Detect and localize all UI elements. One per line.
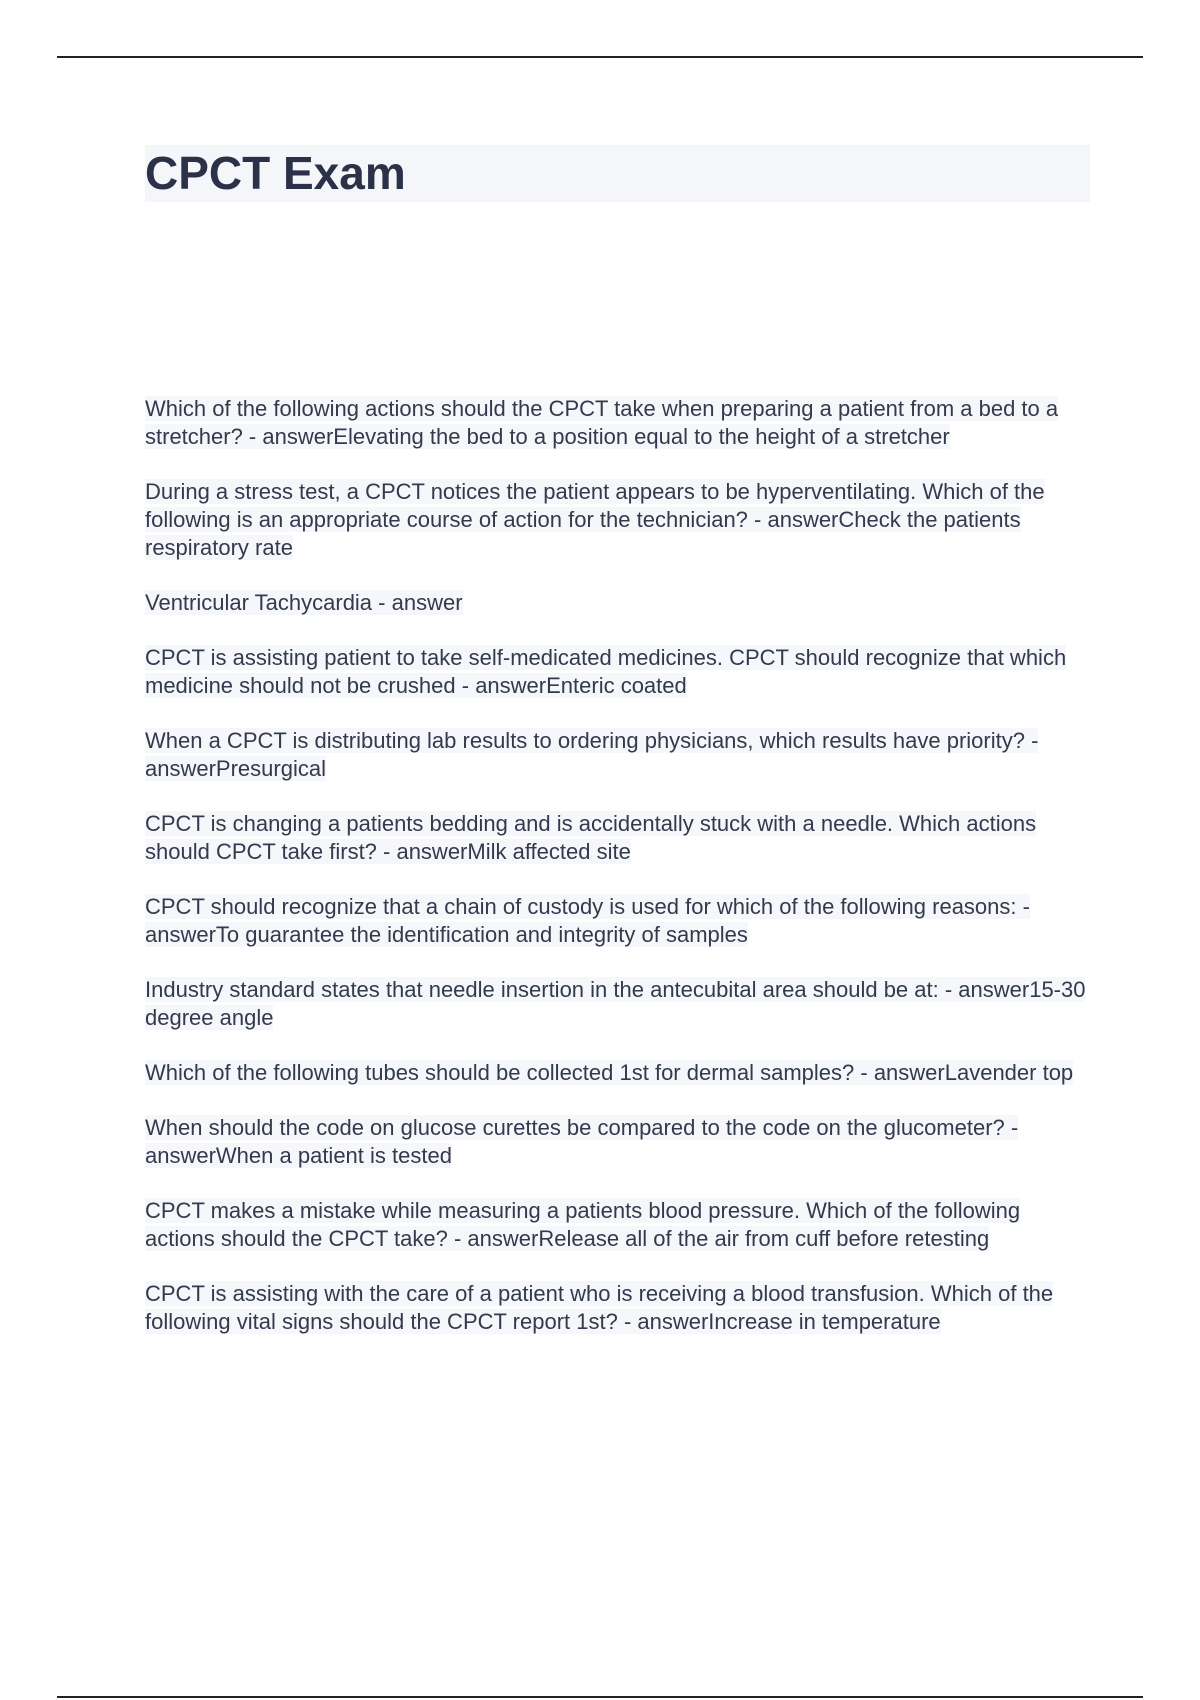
question-item xyxy=(145,810,1095,866)
question-item xyxy=(145,589,1095,617)
question-text: CPCT is changing a patients bedding and is accidentally stuck with a needle. Which actions should CPCT take first? - answerMilk affected site xyxy=(145,811,1037,864)
header-rule xyxy=(57,56,1143,58)
question-item xyxy=(145,976,1095,1032)
question-text: Which of the following tubes should be collected 1st for dermal samples? - answerLavender top xyxy=(145,1060,1074,1085)
question-list xyxy=(145,395,1095,1363)
question-text: Ventricular Tachycardia - answer xyxy=(145,590,463,615)
question-item xyxy=(145,644,1095,700)
question-text: Which of the following actions should the CPCT take when preparing a patient from a bed to a stretcher? - answerElevating the bed to a position equal to the height of a stretcher xyxy=(145,396,1059,449)
question-text: CPCT is assisting patient to take self-medicated medicines. CPCT should recognize that which medicine should not be crushed - answerEnteric coated xyxy=(145,645,1067,698)
question-text: CPCT should recognize that a chain of custody is used for which of the following reasons: - answerTo guarantee the identification and integrity of samples xyxy=(145,894,1030,947)
footer-rule xyxy=(57,1696,1143,1698)
question-item xyxy=(145,893,1095,949)
question-item xyxy=(145,395,1095,451)
question-text: CPCT is assisting with the care of a patient who is receiving a blood transfusion. Which of the following vital signs should the CPCT report 1st? - answerIncrease in temperature xyxy=(145,1281,1054,1334)
document-title: CPCT Exam xyxy=(145,147,406,199)
question-text: When a CPCT is distributing lab results to ordering physicians, which results have priority? - answerPresurgical xyxy=(145,728,1039,781)
question-text: During a stress test, a CPCT notices the patient appears to be hyperventilating. Which of the following is an appropriate course of action for the technician? - answerCheck the patients respiratory rate xyxy=(145,479,1045,560)
question-text: When should the code on glucose curettes be compared to the code on the glucometer? - answerWhen a patient is tested xyxy=(145,1115,1019,1168)
question-item xyxy=(145,1059,1095,1087)
question-item xyxy=(145,478,1095,562)
question-item xyxy=(145,1114,1095,1170)
question-text: CPCT makes a mistake while measuring a patients blood pressure. Which of the following actions should the CPCT take? - answerRelease all of the air from cuff before retesting xyxy=(145,1198,1021,1251)
question-item xyxy=(145,727,1095,783)
question-item xyxy=(145,1280,1095,1336)
question-text: Industry standard states that needle insertion in the antecubital area should be at: - answer15-30 degree angle xyxy=(145,977,1086,1030)
question-item xyxy=(145,1197,1095,1253)
